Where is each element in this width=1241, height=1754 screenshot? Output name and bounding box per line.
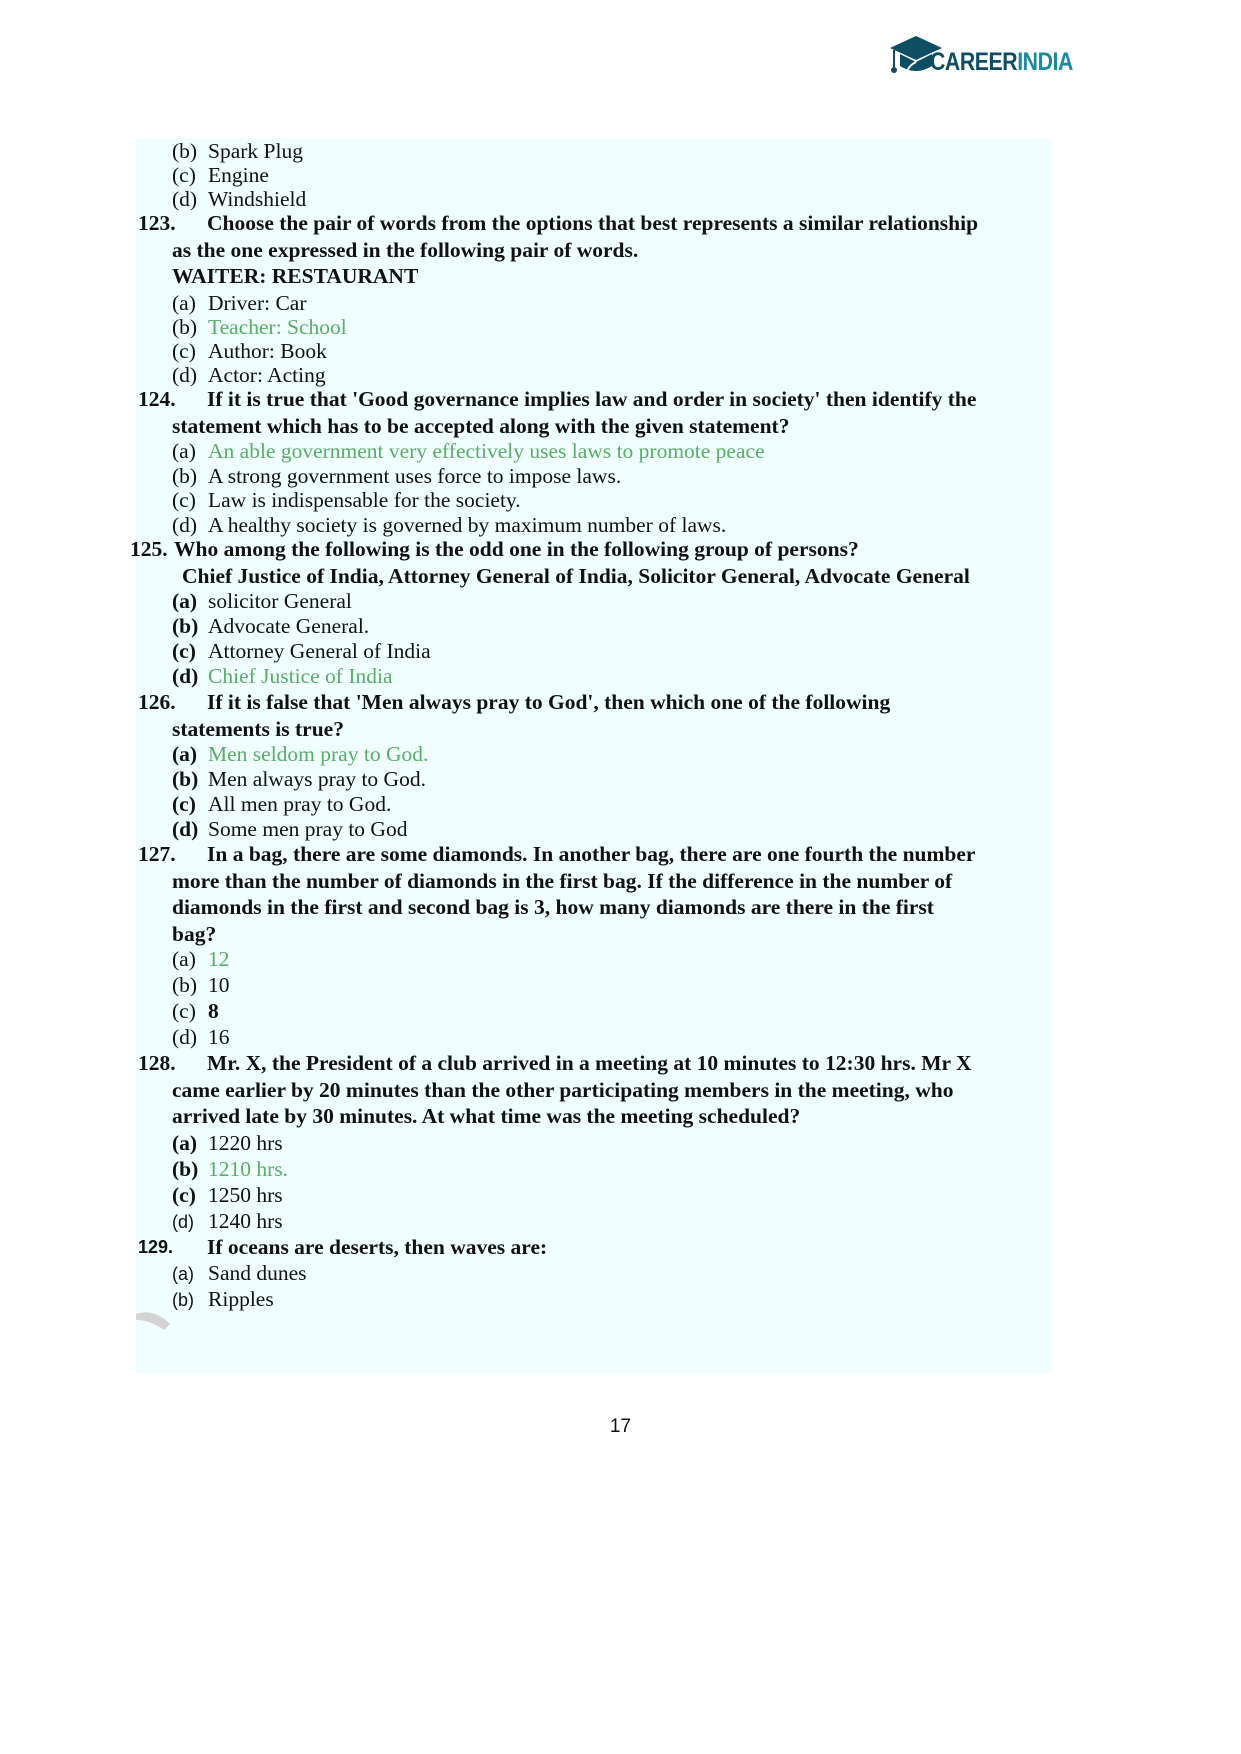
question-number: 123. xyxy=(138,211,176,235)
question-text: If it is false that 'Men always pray to God', then which one of the following statements is true? xyxy=(172,690,891,741)
option-row: (c) Engine xyxy=(172,163,269,187)
option-row-correct: (d) Chief Justice of India xyxy=(172,664,393,688)
option-row: (d) 1240 hrs xyxy=(172,1209,283,1233)
option-row: (c) All men pray to God. xyxy=(172,792,392,816)
option-row: (d) Actor: Acting xyxy=(172,363,326,387)
option-row: (b) Ripples xyxy=(172,1287,274,1311)
option-row: (b) Advocate General. xyxy=(172,614,370,638)
page-curl-mark xyxy=(134,1306,174,1332)
option-row: (a) Driver: Car xyxy=(172,291,307,315)
option-row-correct: (a) An able government very effectively uses laws to promote peace xyxy=(172,439,765,463)
question-number: 125. xyxy=(130,537,168,561)
option-row: (b) A strong government uses force to impose laws. xyxy=(172,464,622,488)
option-row: (c) 1250 hrs xyxy=(172,1183,283,1207)
option-row-correct: (a) Men seldom pray to God. xyxy=(172,742,429,766)
question-text: If oceans are deserts, then waves are: xyxy=(207,1235,548,1259)
option-row: (c) Author: Book xyxy=(172,339,327,363)
question-text: If it is true that 'Good governance implies law and order in society' then identify the statement which has to be accepted along with the given statement? xyxy=(172,387,977,438)
option-row: (b) 10 xyxy=(172,973,230,997)
option-row-correct: (a) 12 xyxy=(172,947,230,971)
question-text: Mr. X, the President of a club arrived in a meeting at 10 minutes to 12:30 hrs. Mr X came earlier by 20 minutes than the other participating members in the meeting, who arrived late by 30 minutes. At what time was the meeting scheduled? xyxy=(172,1051,972,1129)
question-number: 128. xyxy=(138,1051,176,1075)
option-row: (a) Sand dunes xyxy=(172,1261,307,1285)
option-row: (d) A healthy society is governed by maximum number of laws. xyxy=(172,513,727,537)
question-text: Choose the pair of words from the options that best represents a similar relationship as the one expressed in the following pair of words. WAITER: RESTAURANT xyxy=(172,211,979,289)
option-row: (b) Spark Plug xyxy=(172,139,303,163)
option-row: (a) 1220 hrs xyxy=(172,1131,283,1155)
question-text: Who among the following is the odd one in the following group of persons? Chief Justice of India, Attorney General of India, Solicitor General, Advocate General xyxy=(174,537,970,588)
question-number: 124. xyxy=(138,387,176,411)
page-number: 17 xyxy=(609,1416,632,1437)
questions-section xyxy=(130,138,1052,1374)
option-row: (d) Some men pray to God xyxy=(172,817,408,841)
option-row-correct: (b) Teacher: School xyxy=(172,315,347,339)
question-number: 129. xyxy=(138,1237,174,1257)
question-number: 126. xyxy=(138,690,176,714)
question-text: In a bag, there are some diamonds. In another bag, there are one fourth the number more than the number of diamonds in the first bag. If the difference in the number of diamonds in the first and second bag is 3, how many diamonds are there in the first bag? xyxy=(172,842,976,947)
option-row: (d) 16 xyxy=(172,1025,230,1049)
option-row: (a) solicitor General xyxy=(172,589,352,613)
careerindia-logo xyxy=(888,32,1098,82)
option-row: (d) Windshield xyxy=(172,187,307,211)
option-row-correct: (b) 1210 hrs. xyxy=(172,1157,289,1181)
question-number: 127. xyxy=(138,842,176,866)
logo-text: CAREERINDIA xyxy=(930,47,1073,76)
option-row: (c) Law is indispensable for the society. xyxy=(172,488,521,512)
option-row: (b) Men always pray to God. xyxy=(172,767,426,791)
option-row: (c) 8 xyxy=(172,999,219,1023)
option-row: (c) Attorney General of India xyxy=(172,639,431,663)
